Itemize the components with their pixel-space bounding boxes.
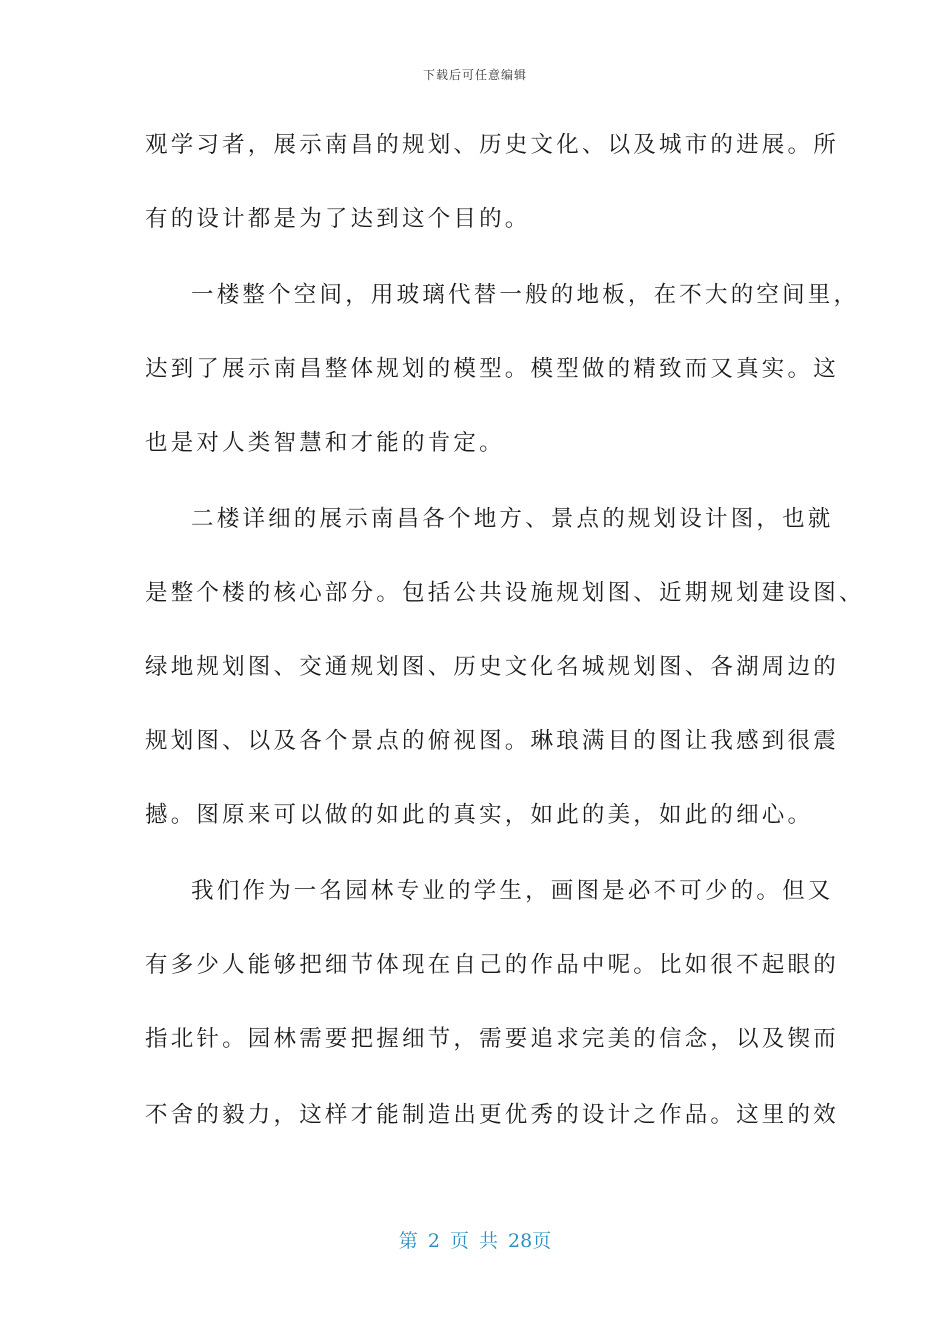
paragraph-line: 达到了展示南昌整体规划的模型。模型做的精致而又真实。这 (145, 356, 839, 382)
paragraph-line: 有的设计都是为了达到这个目的。 (145, 206, 531, 232)
paragraph-line: 指北针。园林需要把握细节，需要追求完美的信念，以及锲而 (145, 1026, 839, 1052)
paragraph-line: 二楼详细的展示南昌各个地方、景点的规划设计图，也就 (191, 506, 834, 532)
paragraph-line: 观学习者，展示南昌的规划、历史文化、以及城市的进展。所 (145, 132, 839, 158)
paragraph-line: 有多少人能够把细节体现在自己的作品中呢。比如很不起眼的 (145, 952, 839, 978)
page-number-footer: 第 2 页 共 28页 (398, 1230, 552, 1252)
paragraph-line: 是整个楼的核心部分。包括公共设施规划图、近期规划建设图、 (145, 580, 865, 606)
paragraph-line: 一楼整个空间，用玻璃代替一般的地板，在不大的空间里， (191, 282, 860, 308)
page-header: 下载后可任意编辑 (422, 68, 527, 82)
paragraph-line: 也是对人类智慧和才能的肯定。 (145, 430, 505, 456)
paragraph-line: 规划图、以及各个景点的俯视图。琳琅满目的图让我感到很震 (145, 728, 839, 754)
paragraph-line: 不舍的毅力，这样才能制造出更优秀的设计之作品。这里的效 (145, 1102, 839, 1128)
paragraph-line: 撼。图原来可以做的如此的真实，如此的美，如此的细心。 (145, 802, 814, 828)
paragraph-line: 绿地规划图、交通规划图、历史文化名城规划图、各湖周边的 (145, 654, 839, 680)
paragraph-line: 我们作为一名园林专业的学生，画图是必不可少的。但又 (191, 878, 834, 904)
